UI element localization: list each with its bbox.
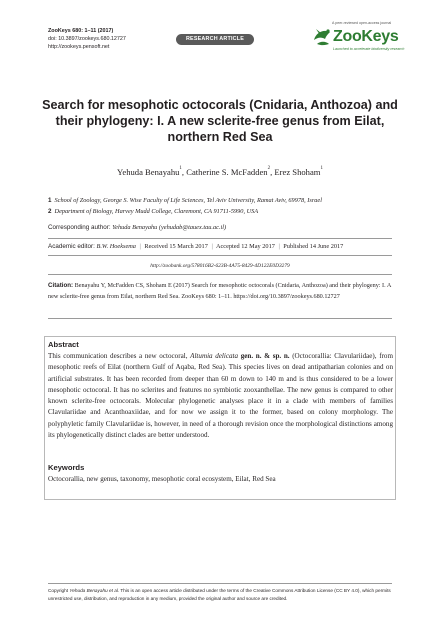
author-list: Yehuda Benayahu$^1$, Catherine S. McFadden$^2$, Erez Shoham$^1$ [117, 166, 323, 177]
species-name: Altumia delicata [190, 352, 239, 360]
affiliation-number: 1 [48, 197, 52, 204]
author-name: Yehuda Benayahu [117, 167, 180, 177]
affiliation-number: 2 [48, 208, 52, 215]
abstract-text [48, 351, 393, 441]
affiliation-text: Department of Biology, Harvey Mudd College, Claremont, CA 91711-5990, USA [54, 208, 259, 215]
citation-label: Citation: [48, 282, 74, 289]
copyright-holders: Yehuda Benayahu et al. [69, 588, 120, 593]
abstract-text-part: This communication describes a new octocoral, [48, 352, 191, 360]
corresponding-author [48, 224, 226, 231]
paper-title: Search for mesophotic octocorals (Cnidaria, Anthozoa) and their phylogeny: I. A new sclerite-free genus from Eilat, northern Red Sea [42, 98, 398, 144]
author-affiliation-mark: 2 [267, 166, 271, 171]
author-affiliation-mark: 1 [320, 166, 323, 171]
affiliation-item [48, 195, 398, 206]
journal-volume: ZooKeys 680: 1–11 (2017) [48, 28, 114, 34]
citation [48, 280, 394, 302]
affiliations [48, 195, 398, 217]
divider [48, 255, 392, 256]
editor-name: B.W. Hoeksema [96, 243, 136, 250]
author-affiliation-mark: 1 [179, 166, 182, 171]
separator: | [278, 243, 280, 250]
author-name: Erez Shoham [274, 167, 321, 177]
new-taxon-mark: gen. n. & sp. n. [238, 352, 290, 360]
divider [48, 238, 392, 239]
separator: | [139, 243, 141, 250]
keywords-heading: Keywords [48, 463, 85, 472]
corresponding-label: Corresponding author: [48, 224, 111, 231]
editorial-dates [48, 243, 394, 250]
affiliation-item [48, 206, 398, 217]
copyright-text: This is an open access article distributed under the terms of the Creative Commons Attribution License (CC BY 4.0), which permits unrestricted use, distribution, and reproduction in any medium, provided the original author and source are credited. [48, 588, 391, 602]
divider [48, 583, 392, 584]
journal-url[interactable]: http://zookeys.pensoft.net [48, 44, 110, 50]
doi-line[interactable]: doi: 10.3897/zookeys.680.12727 [48, 36, 126, 42]
logo-tagline-top: A peer-reviewed open-access journal [332, 21, 392, 25]
citation-text: Benayahu Y, McFadden CS, Shoham E (2017) Search for mesophotic octocorals (Cnidaria, Anthozoa) and their phylogeny: I. A new sclerite-free genus from Eilat, northern Red Sea. ZooKeys 680: 1–11. https://doi.org/10.3897/zookeys.680.12727 [48, 282, 391, 301]
logo-text: ZooKeys [333, 28, 399, 45]
divider [48, 274, 392, 275]
zoobank-link[interactable]: http://zoobank.org/578016B2-623B-4A75-8429-4D122E0D3279 [150, 263, 290, 269]
corresponding-value[interactable]: Yehuda Benayahu (yehudab@tauex.tau.ac.il) [112, 224, 227, 231]
abstract-text-part: (Octocorallia: Clavulariidae), from mesophotic reefs of Eilat (northern Gulf of Aqaba, Red Sea). This species lives on dead antipatharian colonies and on artificial substrates. It has been recorded from deeper than 60 m down to 140 m and is thus considered to be a lower mesophotic octocoral. It has no sclerites and features no symbiotic zooxanthellae. The new genus is compared to other known sclerite-free octocorals. Molecular phylogenetic analyses place it in a clade with members of families Clavulariidae and Acanthoaxiidae, and for now we assign it to the former, based on colony morphology. The polyphyletic family Clavulariidae is, however, in need of a thorough revision once the morphological distinctions among its phylogenetically distinct clades are better understood. [48, 352, 394, 440]
logo-tagline: Launched to accelerate biodiversity research [333, 47, 405, 51]
accepted-date: Accepted 12 May 2017 [215, 243, 275, 250]
copyright-prefix: Copyright [48, 588, 70, 593]
divider [48, 318, 392, 319]
separator: | [211, 243, 213, 250]
article-type-badge: RESEARCH ARTICLE [176, 34, 254, 45]
journal-info [48, 27, 126, 51]
affiliation-text: School of Zoology, George S. Wise Faculty of Life Sciences, Tel Aviv University, Ramat Aviv, 69978, Israel [54, 197, 322, 204]
abstract-heading: Abstract [48, 340, 79, 349]
keywords-text: Octocorallia, new genus, taxonomy, mesophotic coral ecosystem, Eilat, Red Sea [48, 475, 276, 483]
published-date: Published 14 June 2017 [283, 243, 344, 250]
editor-label: Academic editor: [48, 243, 95, 250]
received-date: Received 15 March 2017 [144, 243, 208, 250]
copyright-notice [48, 587, 394, 603]
author-name: Catherine S. McFadden [186, 167, 268, 177]
